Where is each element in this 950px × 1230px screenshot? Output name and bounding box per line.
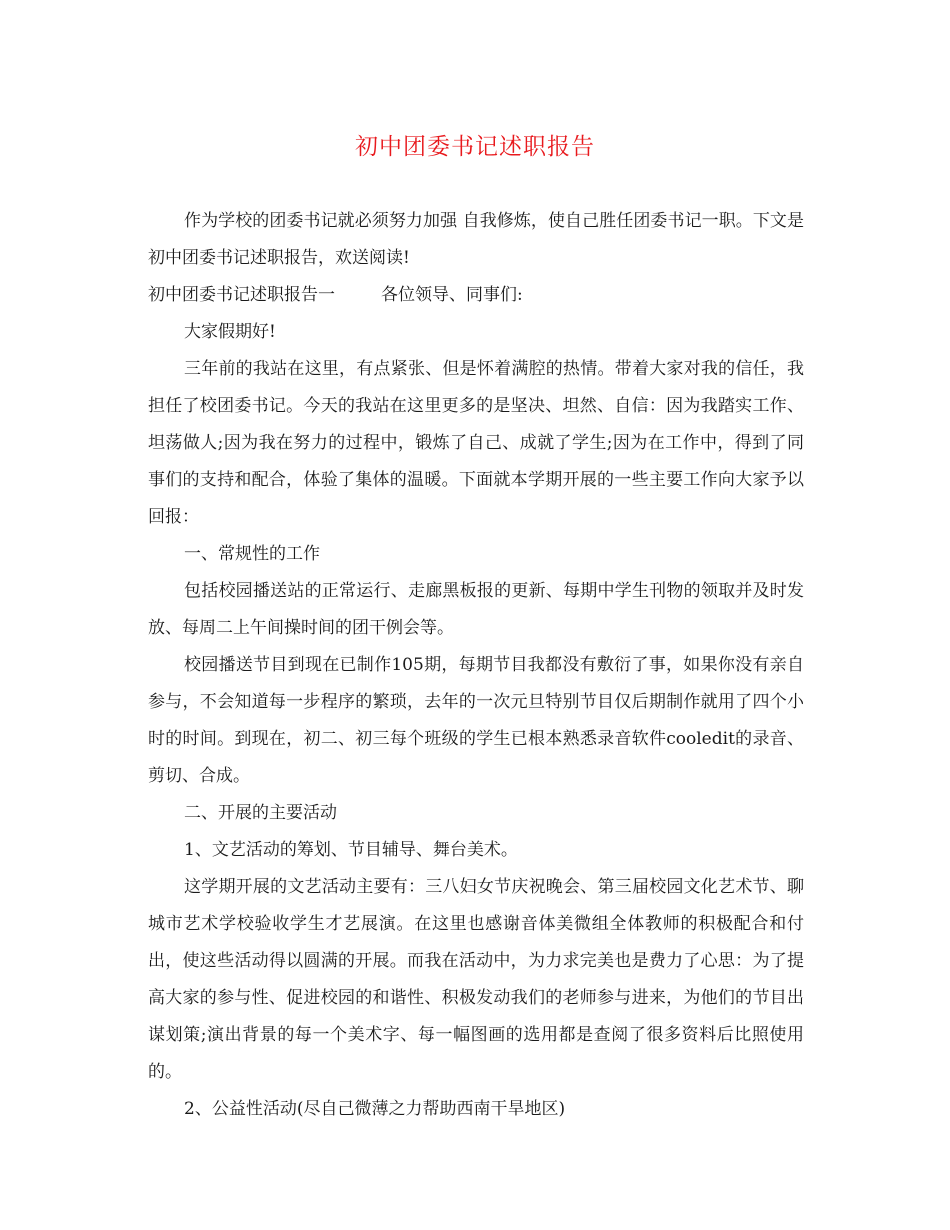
paragraph-3: 校园播送节目到现在已制作105期，每期节目我都没有敷衍了事，如果你没有亲自参与，不会知道每一步程序的繁琐，去年的一次元旦特别节目仅后期制作就用了四个小时的时间。到现在，初二、初三每个班级的学生已根本熟悉录音软件cooledit的录音、剪切、合成。 <box>148 655 804 786</box>
paragraph-1: 三年前的我站在这里，有点紧张、但是怀着满腔的热情。带着大家对我的信任，我担任了校团委书记。今天的我站在这里更多的是坚决、坦然、自信：因为我踏实工作、坦荡做人;因为我在努力的过程中，锻炼了自己、成就了学生;因为在工作中，得到了同事们的支持和配合，体验了集体的温暖。下面就本学期开展的一些主要工作向大家予以回报： <box>148 359 804 527</box>
heading-2: 二、开展的主要活动 <box>184 803 337 823</box>
section-heading: 初中团委书记述职报告一 <box>148 285 335 305</box>
document-title: 初中团委书记述职报告 <box>355 134 595 160</box>
document-body <box>148 203 804 1128</box>
intro-paragraph: 作为学校的团委书记就必须努力加强 自我修炼，使自己胜任团委书记一职。下文是初中团委书记述职报告，欢送阅读! <box>148 211 804 268</box>
subheading-2: 2、公益性活动(尽自己微薄之力帮助西南干旱地区) <box>184 1099 566 1119</box>
section-heading-line <box>148 277 804 314</box>
paragraph-4: 这学期开展的文艺活动主要有：三八妇女节庆祝晚会、第三届校园文化艺术节、聊城市艺术学校验收学生才艺展演。在这里也感谢音体美微组全体教师的积极配合和付出，使这些活动得以圆满的开展。而我在活动中，为力求完美也是费力了心思：为了提高大家的参与性、促进校园的和谐性、积极发动我们的老师参与进来，为他们的节目出谋划策;演出背景的每一个美术字、每一幅图画的选用都是查阅了很多资料后比照使用的。 <box>148 877 804 1082</box>
subheading-1: 1、文艺活动的筹划、节目辅导、舞台美术。 <box>184 840 518 860</box>
greeting: 大家假期好! <box>184 322 276 342</box>
salutation: 各位领导、同事们: <box>381 285 523 305</box>
heading-1: 一、常规性的工作 <box>184 544 320 564</box>
paragraph-2: 包括校园播送站的正常运行、走廊黑板报的更新、每期中学生刊物的领取并及时发放、每周二上午间操时间的团干例会等。 <box>148 581 804 638</box>
